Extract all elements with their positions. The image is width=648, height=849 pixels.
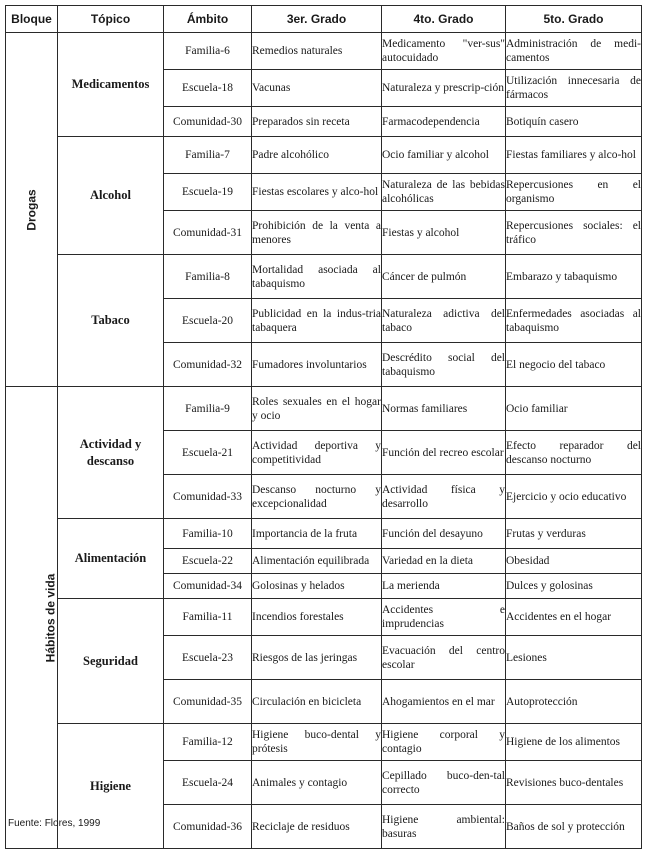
bloque-cell (6, 33, 58, 387)
grade-4-cell: Higiene corporal y contagio (382, 724, 506, 761)
ambito-cell: Familia-9 (164, 387, 252, 431)
grade-4-cell: Accidentes e imprudencias (382, 599, 506, 636)
grade-4-cell: Normas familiares (382, 387, 506, 431)
topico-cell: Medicamentos (58, 33, 164, 137)
grade-4-cell: Descrédito social del tabaquismo (382, 343, 506, 387)
grade-3-cell: Riesgos de las jeringas (252, 636, 382, 680)
table-row (6, 599, 642, 636)
grade-3-cell: Animales y contagio (252, 761, 382, 805)
header-grade-3: 3er. Grado (252, 6, 382, 33)
grade-4-cell: Ahogamientos en el mar (382, 680, 506, 724)
topico-cell: Seguridad (58, 599, 164, 724)
grade-3-cell: Preparados sin receta (252, 107, 382, 137)
grade-3-cell: Publicidad en la indus-tria tabaquera (252, 299, 382, 343)
ambito-cell: Escuela-23 (164, 636, 252, 680)
ambito-cell: Comunidad-35 (164, 680, 252, 724)
grade-4-cell: Medicamento "ver-sus" autocuidado (382, 33, 506, 70)
bloque-cell (6, 387, 58, 849)
ambito-cell: Comunidad-31 (164, 211, 252, 255)
grade-5-cell: Enfermedades asociadas al tabaquismo (506, 299, 642, 343)
grade-5-cell: Repercusiones sociales: el tráfico (506, 211, 642, 255)
grade-3-cell: Circulación en bicicleta (252, 680, 382, 724)
grade-3-cell: Actividad deportiva y competitividad (252, 431, 382, 475)
ambito-cell: Comunidad-34 (164, 574, 252, 599)
grade-5-cell: Utilización innecesaria de fármacos (506, 70, 642, 107)
ambito-cell: Escuela-21 (164, 431, 252, 475)
ambito-cell: Comunidad-30 (164, 107, 252, 137)
table-row (6, 137, 642, 174)
grade-5-cell: Botiquín casero (506, 107, 642, 137)
grade-3-cell: Fiestas escolares y alco-hol (252, 174, 382, 211)
topico-cell: Tabaco (58, 255, 164, 387)
grade-4-cell: Variedad en la dieta (382, 549, 506, 574)
grade-4-cell: Ocio familiar y alcohol (382, 137, 506, 174)
table-row (6, 519, 642, 549)
bloque-label: Drogas (24, 188, 39, 231)
ambito-cell: Familia-6 (164, 33, 252, 70)
curriculum-table (5, 5, 642, 849)
grade-4-cell: Función del recreo escolar (382, 431, 506, 475)
ambito-cell: Familia-12 (164, 724, 252, 761)
grade-5-cell: Obesidad (506, 549, 642, 574)
grade-5-cell: Revisiones buco-dentales (506, 761, 642, 805)
grade-4-cell: Cáncer de pulmón (382, 255, 506, 299)
header-ambito: Ámbito (164, 6, 252, 33)
ambito-cell: Comunidad-32 (164, 343, 252, 387)
header-grade-4: 4to. Grado (382, 6, 506, 33)
grade-3-cell: Fumadores involuntarios (252, 343, 382, 387)
topico-cell: Alcohol (58, 137, 164, 255)
grade-4-cell: Naturaleza adictiva del tabaco (382, 299, 506, 343)
grade-5-cell: Repercusiones en el organismo (506, 174, 642, 211)
grade-4-cell: La merienda (382, 574, 506, 599)
topico-label: Actividad y descanso (79, 436, 142, 468)
grade-5-cell: Higiene de los alimentos (506, 724, 642, 761)
ambito-cell: Escuela-24 (164, 761, 252, 805)
grade-5-cell: Autoprotección (506, 680, 642, 724)
grade-3-cell: Remedios naturales (252, 33, 382, 70)
ambito-cell: Escuela-18 (164, 70, 252, 107)
grade-3-cell: Incendios forestales (252, 599, 382, 636)
grade-4-cell: Naturaleza de las bebidas alcohólicas (382, 174, 506, 211)
grade-4-cell: Evacuación del centro escolar (382, 636, 506, 680)
grade-5-cell: Ocio familiar (506, 387, 642, 431)
topico-cell: Higiene (58, 724, 164, 849)
ambito-cell: Comunidad-33 (164, 475, 252, 519)
grade-4-cell: Farmacodependencia (382, 107, 506, 137)
grade-5-cell: El negocio del tabaco (506, 343, 642, 387)
table-header (6, 6, 642, 33)
grade-5-cell: Embarazo y tabaquismo (506, 255, 642, 299)
grade-3-cell: Importancia de la fruta (252, 519, 382, 549)
topico-cell: Alimentación (58, 519, 164, 599)
grade-5-cell: Dulces y golosinas (506, 574, 642, 599)
source-caption: Fuente: Flores, 1999 (8, 818, 101, 829)
grade-5-cell: Baños de sol y protección (506, 805, 642, 849)
grade-5-cell: Accidentes en el hogar (506, 599, 642, 636)
grade-3-cell: Prohibición de la venta a menores (252, 211, 382, 255)
grade-4-cell: Cepillado buco-den-tal correcto (382, 761, 506, 805)
ambito-cell: Familia-8 (164, 255, 252, 299)
topico-cell (58, 387, 164, 519)
header-topico: Tópico (58, 6, 164, 33)
table-row (6, 387, 642, 431)
table-row (6, 724, 642, 761)
bloque-label: Hábitos de vida (43, 573, 58, 662)
grade-3-cell: Alimentación equilibrada (252, 549, 382, 574)
grade-5-cell: Fiestas familiares y alco-hol (506, 137, 642, 174)
ambito-cell: Familia-11 (164, 599, 252, 636)
header-grade-5: 5to. Grado (506, 6, 642, 33)
grade-5-cell: Efecto reparador del descanso nocturno (506, 431, 642, 475)
grade-5-cell: Administración de medi-camentos (506, 33, 642, 70)
table-body (6, 33, 642, 849)
grade-3-cell: Mortalidad asociada al tabaquismo (252, 255, 382, 299)
ambito-cell: Comunidad-36 (164, 805, 252, 849)
table-row (6, 255, 642, 299)
ambito-cell: Familia-10 (164, 519, 252, 549)
grade-3-cell: Vacunas (252, 70, 382, 107)
table-row (6, 33, 642, 70)
grade-4-cell: Función del desayuno (382, 519, 506, 549)
grade-3-cell: Roles sexuales en el hogar y ocio (252, 387, 382, 431)
ambito-cell: Escuela-19 (164, 174, 252, 211)
grade-5-cell: Ejercicio y ocio educativo (506, 475, 642, 519)
ambito-cell: Escuela-20 (164, 299, 252, 343)
ambito-cell: Familia-7 (164, 137, 252, 174)
grade-3-cell: Reciclaje de residuos (252, 805, 382, 849)
header-bloque: Bloque (6, 6, 58, 33)
grade-4-cell: Naturaleza y prescrip-ción (382, 70, 506, 107)
grade-5-cell: Frutas y verduras (506, 519, 642, 549)
grade-4-cell: Higiene ambiental: basuras (382, 805, 506, 849)
grade-3-cell: Higiene buco-dental y prótesis (252, 724, 382, 761)
ambito-cell: Escuela-22 (164, 549, 252, 574)
grade-3-cell: Golosinas y helados (252, 574, 382, 599)
grade-4-cell: Actividad física y desarrollo (382, 475, 506, 519)
grade-3-cell: Descanso nocturno y excepcionalidad (252, 475, 382, 519)
grade-3-cell: Padre alcohólico (252, 137, 382, 174)
grade-5-cell: Lesiones (506, 636, 642, 680)
grade-4-cell: Fiestas y alcohol (382, 211, 506, 255)
